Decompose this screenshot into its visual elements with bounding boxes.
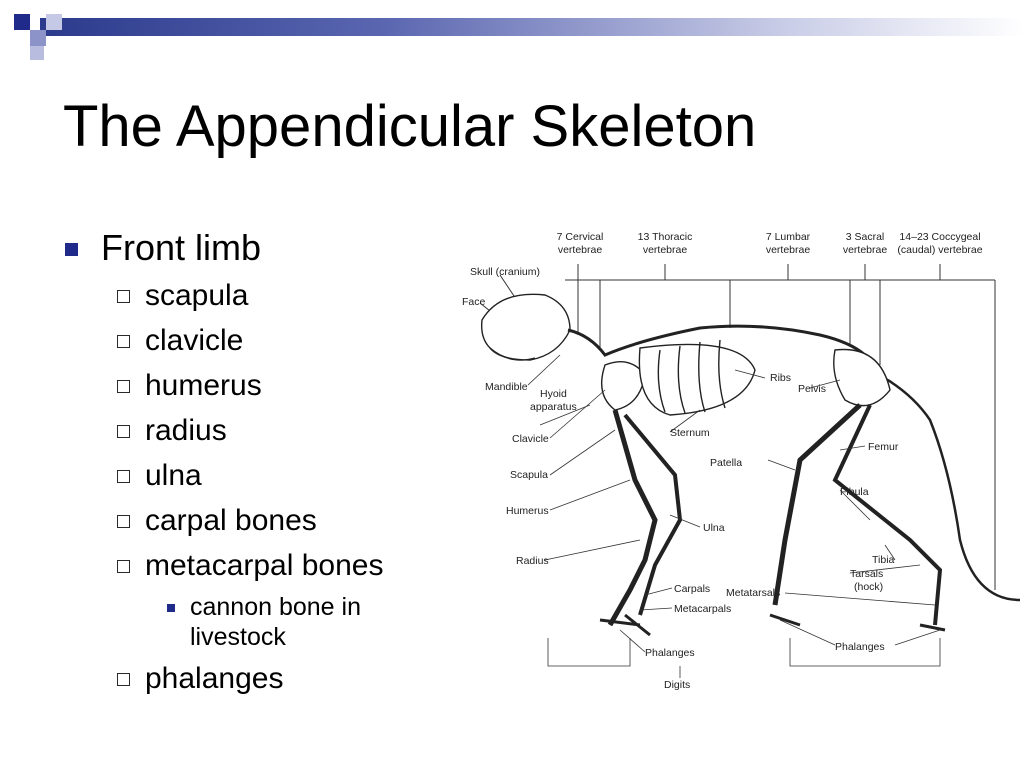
- header-square-dark: [14, 14, 30, 30]
- label-thoracic-1: 13 Thoracic: [637, 231, 693, 243]
- label-cervical-2: vertebrae: [557, 244, 603, 256]
- sub-bullet-metacarpal-bones: metacarpal bones: [145, 549, 384, 582]
- label-humerus: Humerus: [506, 505, 549, 517]
- checkbox-square-icon: [117, 335, 130, 348]
- cat-skeleton-diagram: [440, 220, 1024, 700]
- label-femur: Femur: [868, 441, 899, 453]
- label-scapula: Scapula: [510, 469, 548, 481]
- label-carpals: Carpals: [674, 583, 711, 595]
- sub-bullet-ulna: ulna: [145, 459, 202, 492]
- small-square-bullet-icon: [167, 604, 175, 612]
- label-pelvis: Pelvis: [798, 383, 827, 395]
- label-phalanges-hind: Phalanges: [835, 641, 885, 653]
- label-clavicle: Clavicle: [512, 433, 549, 445]
- sub-bullet-phalanges: phalanges: [145, 662, 284, 695]
- label-thoracic-2: vertebrae: [642, 244, 688, 256]
- label-coccygeal-1: 14–23 Coccygeal: [899, 231, 981, 243]
- header-square-light-2: [46, 14, 62, 30]
- label-lumbar-2: vertebrae: [765, 244, 811, 256]
- label-cervical-1: 7 Cervical: [556, 231, 604, 243]
- checkbox-square-icon: [117, 673, 130, 686]
- label-fibula: Fibula: [840, 486, 869, 498]
- label-tarsals-1: Tarsals: [850, 568, 884, 580]
- label-metacarpals: Metacarpals: [674, 603, 732, 615]
- label-ulna: Ulna: [703, 522, 725, 534]
- label-hyoid-2: apparatus: [530, 401, 577, 413]
- sub-sub-bullet-cannon-bone: cannon bone in livestock: [190, 593, 361, 651]
- label-ribs: Ribs: [770, 372, 792, 384]
- sub-bullet-carpal-bones: carpal bones: [145, 504, 317, 537]
- label-digits: Digits: [664, 679, 691, 691]
- slide-title: The Appendicular Skeleton: [63, 94, 757, 159]
- checkbox-square-icon: [117, 470, 130, 483]
- sub-bullet-clavicle: clavicle: [145, 324, 244, 357]
- label-mandible: Mandible: [485, 381, 528, 393]
- label-metatarsals: Metatarsals: [726, 587, 781, 599]
- bullet-square-icon: [65, 243, 78, 256]
- label-sternum: Sternum: [670, 427, 710, 439]
- sub-bullet-humerus: humerus: [145, 369, 262, 402]
- checkbox-square-icon: [117, 515, 130, 528]
- sub-bullet-radius: radius: [145, 414, 227, 447]
- bullet-front-limb: Front limb: [101, 227, 262, 268]
- label-sacral-2: vertebrae: [842, 244, 888, 256]
- header-square-light: [30, 30, 46, 46]
- label-face: Face: [462, 296, 486, 308]
- header-gradient-bar: [40, 18, 1024, 36]
- label-tibia: Tibia: [872, 554, 895, 566]
- checkbox-square-icon: [117, 290, 130, 303]
- label-patella: Patella: [710, 457, 743, 469]
- label-coccygeal-2: (caudal) vertebrae: [897, 244, 983, 256]
- label-skull: Skull (cranium): [470, 266, 541, 278]
- checkbox-square-icon: [117, 425, 130, 438]
- label-phalanges-front: Phalanges: [645, 647, 695, 659]
- checkbox-square-icon: [117, 380, 130, 393]
- label-radius: Radius: [516, 555, 549, 567]
- sub-bullet-scapula: scapula: [145, 279, 249, 312]
- checkbox-square-icon: [117, 560, 130, 573]
- label-lumbar-1: 7 Lumbar: [765, 231, 811, 243]
- label-sacral-1: 3 Sacral: [845, 231, 885, 243]
- header-square-light-3: [30, 46, 44, 60]
- label-hyoid-1: Hyoid: [540, 388, 567, 400]
- label-tarsals-2: (hock): [854, 581, 884, 593]
